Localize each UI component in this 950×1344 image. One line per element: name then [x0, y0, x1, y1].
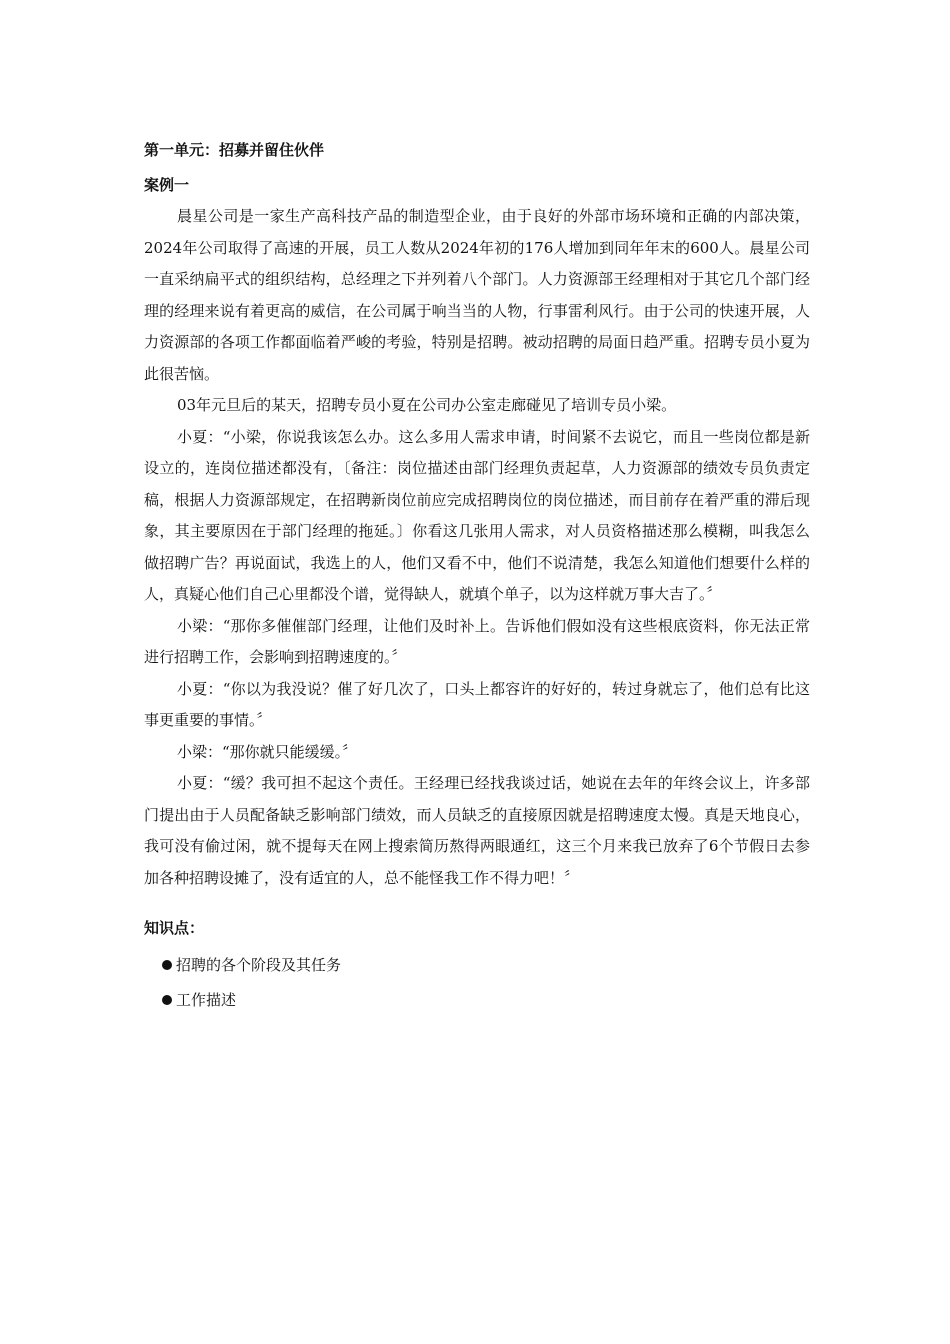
- document-page: [144, 138, 810, 1018]
- paragraph: 03年元旦后的某天，招聘专员小夏在公司办公室走廊碰见了培训专员小梁。: [177, 396, 677, 414]
- paragraph: 晨星公司是一家生产高科技产品的制造型企业，由于良好的外部市场环境和正确的内部决策，2024年公司取得了高速的开展，员工人数从2024年初的176人增加到同年年末的600人。晨星公司一直采纳扁平式的组织结构，总经理之下并列着八个部门。人力资源部王经理相对于其它几个部门经理的经理来说有着更高的威信，在公司属于响当当的人物，行事雷利风行。由于公司的快速开展，人力资源部的各项工作都面临着严峻的考验，特别是招聘。被动招聘的局面日趋严重。招聘专员小夏为此很苦恼。: [144, 207, 810, 383]
- knowledge-points-heading: 知识点：: [144, 919, 205, 937]
- bullet-icon: [162, 960, 172, 970]
- list-item: [144, 948, 810, 983]
- list-item-text: 工作描述: [176, 991, 237, 1009]
- list-item: [144, 983, 810, 1018]
- case-title: 案例一: [144, 176, 190, 194]
- unit-title: 第一单元：招募并留住伙伴: [144, 141, 325, 159]
- paragraph: 小梁：“那你就只能缓缓。〞: [177, 742, 358, 761]
- knowledge-points-list: [144, 948, 810, 1018]
- paragraph: 小夏：“你以为我没说？催了好几次了，口头上都容许的好好的，转过身就忘了，他们总有比这事更重要的事情。〞: [144, 679, 810, 729]
- list-item-text: 招聘的各个阶段及其任务: [176, 956, 342, 974]
- bullet-icon: [162, 995, 172, 1005]
- paragraph: 小梁：“那你多催催部门经理，让他们及时补上。告诉他们假如没有这些根底资料，你无法正常进行招聘工作，会影响到招聘速度的。〞: [144, 616, 810, 666]
- paragraph: 小夏：“小梁，你说我该怎么办。这么多用人需求申请，时间紧不去说它，而且一些岗位都是新设立的，连岗位描述都没有，〔备注：岗位描述由部门经理负责起草，人力资源部的绩效专员负责定稿，根据人力资源部规定，在招聘新岗位前应完成招聘岗位的岗位描述，而目前存在着严重的滞后现象，其主要原因在于部门经理的拖延。〕你看这几张用人需求，对人员资格描述那么模糊，叫我怎么做招聘广告？再说面试，我选上的人，他们又看不中，他们不说清楚，我怎么知道他们想要什么样的人，真疑心他们自己心里都没个谱，觉得缺人，就填个单子，以为这样就万事大吉了。〞: [144, 427, 810, 603]
- paragraph: 小夏：“缓？我可担不起这个责任。王经理已经找我谈过话，她说在去年的年终会议上，许多部门提出由于人员配备缺乏影响部门绩效，而人员缺乏的直接原因就是招聘速度太慢。真是天地良心，我可没有偷过闲，就不提每天在网上搜索简历熬得两眼通红，这三个月来我已放弃了6个节假日去参加各种招聘设摊了，没有适宜的人，总不能怪我工作不得力吧！〞: [144, 774, 810, 887]
